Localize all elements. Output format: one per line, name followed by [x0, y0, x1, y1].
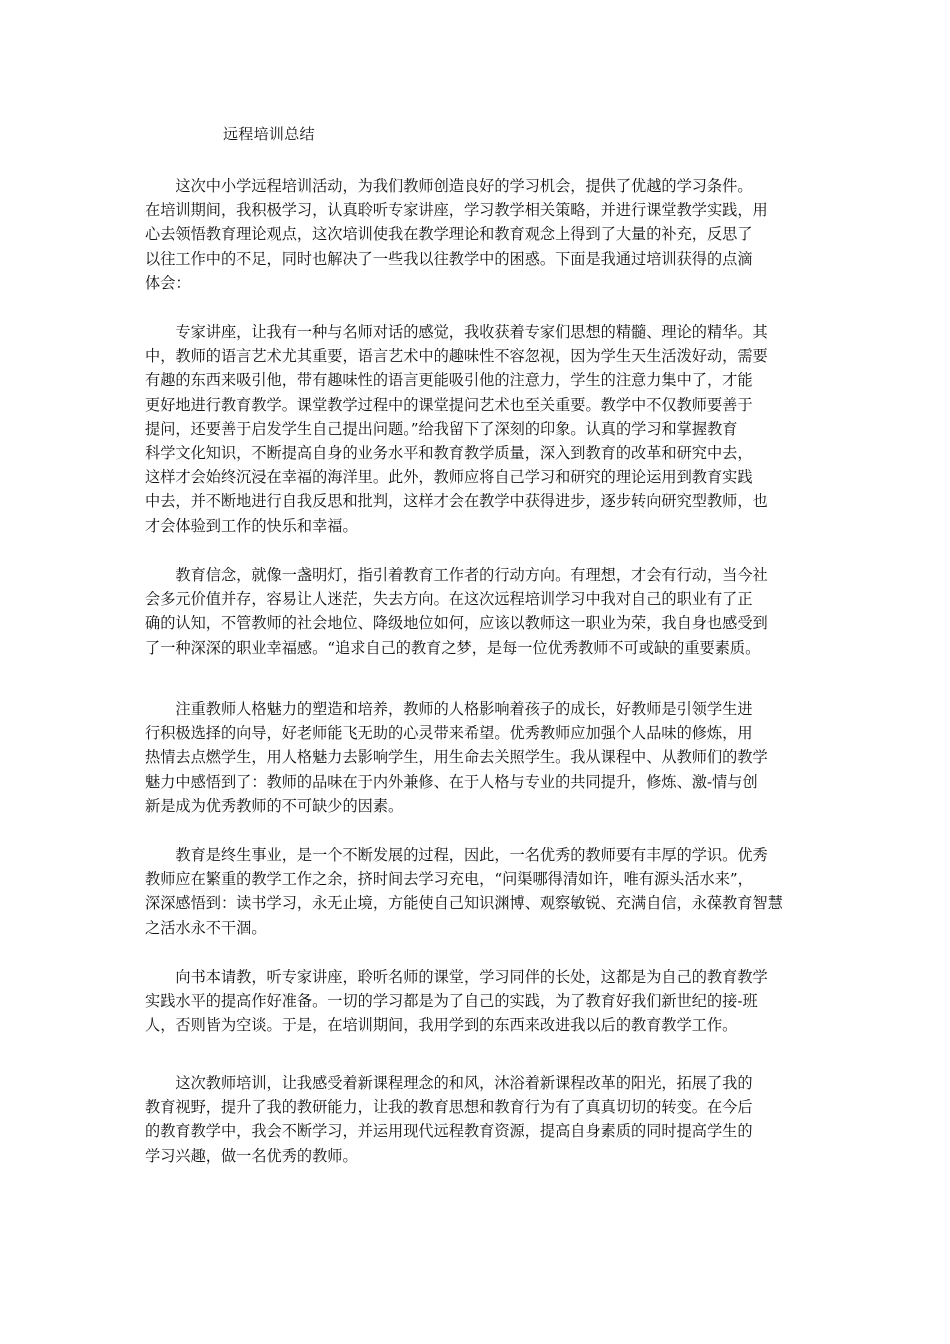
- text-line: 学习兴趣，做一名优秀的教师。: [145, 1146, 358, 1165]
- text-line: 这样才会始终沉浸在幸福的海洋里。此外，教师应将自己学习和研究的理论运用到教育实践: [145, 468, 753, 487]
- text-line: 科学文化知识，不断提高自身的业务水平和教育教学质量，深入到教育的改革和研究中去，: [145, 443, 753, 462]
- text-line: 心去领悟教育理论观点，这次培训使我在教学理论和教育观念上得到了大量的补充，反思了: [145, 225, 753, 244]
- paragraph-7: [145, 1071, 753, 1168]
- text-line: 实践水平的提高作好准备。一切的学习都是为了自己的实践，为了教育好我们新世纪的接-班: [145, 992, 758, 1011]
- text-line: 体会：: [145, 273, 191, 292]
- text-line: 了一种深深的职业幸福感。“追求自己的教育之梦，是每一位优秀教师不可或缺的重要素质。: [145, 638, 761, 657]
- text-line: 提问，还要善于启发学生自己提出问题。”给我留下了深刻的印象。认真的学习和掌握教育: [145, 419, 738, 438]
- text-line: 教育视野，提升了我的教研能力，让我的教育思想和教育行为有了真真切切的转变。在今后: [145, 1098, 753, 1117]
- text-line: 人，否则皆为空谈。于是，在培训期间，我用学到的东西来改进我以后的教育教学工作。: [145, 1016, 738, 1035]
- text-line: 这次中小学远程培训活动，为我们教师创造良好的学习机会，提供了优越的学习条件。: [145, 177, 753, 195]
- paragraph-3: [145, 563, 768, 660]
- text-line: 中，教师的语言艺术尤其重要，语言艺术中的趣味性不容忽视，因为学生天生活泼好动，需要: [145, 347, 768, 366]
- text-line: 专家讲座，让我有一种与名师对话的感觉，我收获着专家们思想的精髓、理论的精华。其: [145, 323, 768, 341]
- text-line: 以往工作中的不足，同时也解决了一些我以往教学中的困惑。下面是我通过培训获得的点滴: [145, 249, 753, 268]
- text-line: 教育信念，就像一盏明灯，指引着教育工作者的行动方向。有理想，才会有行动，当今社: [145, 566, 768, 584]
- text-line: 教育是终生事业，是一个不断发展的过程，因此，一名优秀的教师要有丰厚的学识。优秀: [145, 846, 768, 864]
- text-line: 教师应在繁重的教学工作之余，挤时间去学习充电，“问渠哪得清如许，唯有源头活水来”，: [145, 870, 753, 889]
- text-line: 行积极选择的向导，好老师能飞无助的心灵带来希望。优秀教师应加强个人品味的修炼，用: [145, 724, 753, 743]
- text-line: 更好地进行教育教学。课堂教学过程中的课堂提问艺术也至关重要。教学中不仅教师要善于: [145, 395, 753, 414]
- text-line: 确的认知，不管教师的社会地位、降级地位如何，应该以教师这一职业为荣，我自身也感受到: [145, 614, 768, 633]
- text-line: 向书本请教，听专家讲座，聆听名师的课堂，学习同伴的长处，这都是为自己的教育教学: [145, 968, 768, 986]
- text-line: 中去，并不断地进行自我反思和批判，这样才会在教学中获得进步，逐步转向研究型教师，也: [145, 492, 768, 511]
- text-line: 魅力中感悟到了：教师的品味在于内外兼修、在于人格与专业的共同提升，修炼、激-情与创: [145, 772, 758, 791]
- paragraph-4: [145, 697, 768, 818]
- text-line: 注重教师人格魅力的塑造和培养，教师的人格影响着孩子的成长，好教师是引领学生进: [145, 700, 753, 718]
- text-line: 才会体验到工作的快乐和幸福。: [145, 516, 358, 535]
- paragraph-2: [145, 320, 768, 538]
- document-title: 远程培训总结: [223, 125, 315, 143]
- text-line: 新是成为优秀教师的不可缺少的因素。: [145, 796, 404, 815]
- text-line: 有趣的东西来吸引他，带有趣味性的语言更能吸引他的注意力，学生的注意力集中了，才能: [145, 371, 753, 390]
- text-line: 这次教师培训，让我感受着新课程理念的和风，沐浴着新课程改革的阳光，拓展了我的: [145, 1074, 753, 1092]
- text-line: 之活水永不干涸。: [145, 918, 267, 937]
- text-line: 的教育教学中，我会不断学习，并运用现代远程教育资源，提高自身素质的同时提高学生的: [145, 1122, 753, 1141]
- text-line: 深深感悟到：读书学习，永无止境，方能使自己知识渊博、观察敏锐、充满自信，永葆教育智慧: [145, 894, 783, 913]
- text-line: 在培训期间，我积极学习，认真聆听专家讲座，学习教学相关策略，并进行课堂教学实践，用: [145, 201, 768, 220]
- text-line: 会多元价值并存，容易让人迷茫，失去方向。在这次远程培训学习中我对自己的职业有了正: [145, 590, 753, 609]
- text-line: 热情去点燃学生，用人格魅力去影响学生，用生命去关照学生。我从课程中、从教师们的教学: [145, 748, 768, 767]
- paragraph-1: [145, 174, 768, 295]
- paragraph-5: [145, 843, 783, 940]
- paragraph-6: [145, 965, 768, 1038]
